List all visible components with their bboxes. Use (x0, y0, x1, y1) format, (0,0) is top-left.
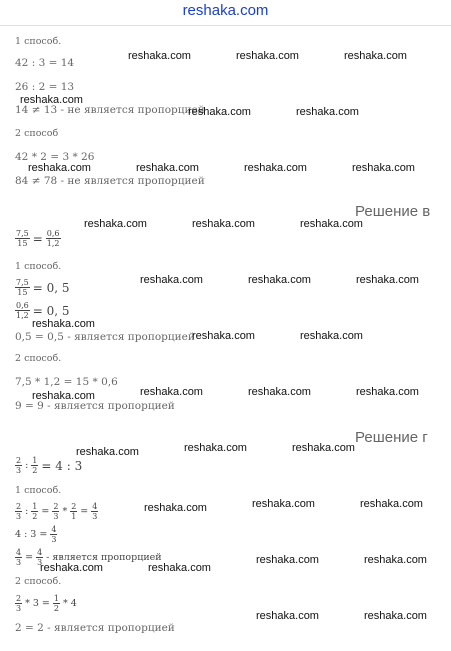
ratio-line (15, 525, 57, 544)
line-division-1: 42 : 3 = 14 (15, 57, 75, 69)
watermark: reshaka.com (248, 274, 311, 286)
watermark: reshaka.com (192, 218, 255, 230)
product-line (15, 594, 77, 613)
method-2-label: 2 способ (15, 128, 59, 139)
fraction-numerator: 4 (16, 548, 22, 557)
watermark: reshaka.com (256, 610, 319, 622)
multiply-sign: * (62, 506, 68, 517)
ratio-result: = 0, 5 (32, 303, 70, 318)
product-text: * 3 = (25, 598, 50, 609)
watermark: reshaka.com (20, 94, 83, 106)
conclusion-text: - является пропорцией (46, 552, 162, 563)
watermark: reshaka.com (360, 498, 423, 510)
method-1-label: 1 способ. (15, 485, 62, 496)
fraction-numerator: 2 (71, 502, 77, 511)
fraction-numerator: 1 (32, 502, 38, 511)
line-conclusion: 0,5 = 0,5 - является пропорцией (15, 331, 195, 343)
watermark: reshaka.com (300, 330, 363, 342)
watermark: reshaka.com (144, 502, 207, 514)
fraction-denominator: 3 (51, 535, 57, 544)
proportion-v (15, 229, 61, 248)
watermark: reshaka.com (148, 562, 211, 574)
fraction-numerator: 4 (51, 525, 57, 534)
computation-line (15, 502, 98, 521)
fraction-denominator: 15 (17, 239, 28, 248)
watermark: reshaka.com (188, 106, 251, 118)
watermark: reshaka.com (248, 386, 311, 398)
watermark: reshaka.com (140, 386, 203, 398)
watermark: reshaka.com (32, 390, 95, 402)
line-division-2: 26 : 2 = 13 (15, 81, 75, 93)
fraction-numerator: 0,6 (46, 229, 60, 238)
colon-sign: : (25, 460, 29, 471)
watermark: reshaka.com (364, 610, 427, 622)
watermark: reshaka.com (344, 50, 407, 62)
watermark: reshaka.com (40, 562, 103, 574)
watermark: reshaka.com (252, 498, 315, 510)
fraction-numerator: 2 (16, 502, 22, 511)
watermark: reshaka.com (184, 442, 247, 454)
watermark: reshaka.com (136, 162, 199, 174)
equals-sign: = (41, 506, 50, 517)
ratio-line-1 (15, 278, 70, 297)
fraction-numerator: 1 (32, 456, 38, 465)
line-product: 42 * 2 = 3 * 26 (15, 151, 95, 163)
fraction-numerator: 7,5 (16, 229, 29, 238)
site-header[interactable]: reshaka.com (182, 2, 269, 19)
watermark: reshaka.com (192, 330, 255, 342)
watermark: reshaka.com (256, 554, 319, 566)
ratio-text: 4 : 3 = (15, 529, 48, 540)
fraction-denominator: 3 (16, 512, 22, 521)
fraction-denominator: 1 (71, 512, 77, 521)
line-conclusion-2: 84 ≠ 78 - не является пропорцией (15, 175, 205, 187)
equals-sign: = (25, 552, 34, 563)
watermark: reshaka.com (84, 218, 147, 230)
watermark: reshaka.com (300, 218, 363, 230)
fraction-denominator: 2 (53, 604, 59, 613)
equals-sign: = (32, 231, 43, 246)
line-conclusion: 9 = 9 - является пропорцией (15, 400, 175, 412)
line-conclusion: 2 = 2 - является пропорцией (15, 622, 175, 634)
line-product: 7,5 * 1,2 = 15 * 0,6 (15, 376, 118, 388)
fraction-numerator: 2 (16, 456, 22, 465)
fraction-numerator: 2 (16, 594, 22, 603)
fraction-denominator: 2 (32, 512, 38, 521)
fraction-denominator: 3 (16, 558, 22, 567)
fraction-denominator: 1,2 (46, 239, 60, 248)
watermark: reshaka.com (140, 274, 203, 286)
fraction-denominator: 3 (92, 512, 98, 521)
watermark: reshaka.com (356, 274, 419, 286)
watermark: reshaka.com (76, 446, 139, 458)
fraction-denominator: 3 (16, 604, 22, 613)
fraction-numerator: 0,6 (16, 301, 29, 310)
ratio-result: = 0, 5 (32, 280, 70, 295)
proportion-g (15, 456, 82, 475)
fraction-denominator: 3 (53, 512, 59, 521)
method-1-label: 1 способ. (15, 261, 62, 272)
fraction-numerator: 4 (37, 548, 43, 557)
method-2-label: 2 способ. (15, 353, 62, 364)
watermark: reshaka.com (28, 162, 91, 174)
watermark: reshaka.com (296, 106, 359, 118)
watermark: reshaka.com (32, 318, 95, 330)
fraction-denominator: 1,2 (16, 311, 29, 320)
section-title-v: Решение в (355, 203, 431, 220)
ratio-result: = 4 : 3 (41, 458, 83, 473)
colon-sign: : (25, 506, 29, 517)
fraction-denominator: 3 (37, 558, 43, 567)
watermark: reshaka.com (292, 442, 355, 454)
fraction-numerator: 4 (92, 502, 98, 511)
equals-sign: = (80, 506, 89, 517)
line-conclusion-1: 14 ≠ 13 - не является пропорцией (15, 104, 205, 116)
fraction-denominator: 3 (16, 466, 22, 475)
fraction-denominator: 2 (32, 466, 38, 475)
section-title-g: Решение г (355, 429, 428, 446)
method-1-label: 1 способ. (15, 36, 62, 47)
watermark: reshaka.com (356, 386, 419, 398)
fraction-denominator: 15 (17, 288, 28, 297)
fraction-numerator: 7,5 (16, 278, 29, 287)
header-divider (0, 25, 451, 26)
product-text: * 4 (62, 598, 77, 609)
watermark: reshaka.com (352, 162, 415, 174)
method-2-label: 2 способ. (15, 576, 62, 587)
watermark: reshaka.com (244, 162, 307, 174)
watermark: reshaka.com (236, 50, 299, 62)
watermark: reshaka.com (128, 50, 191, 62)
fraction-numerator: 2 (53, 502, 59, 511)
watermark: reshaka.com (364, 554, 427, 566)
fraction-numerator: 1 (53, 594, 59, 603)
